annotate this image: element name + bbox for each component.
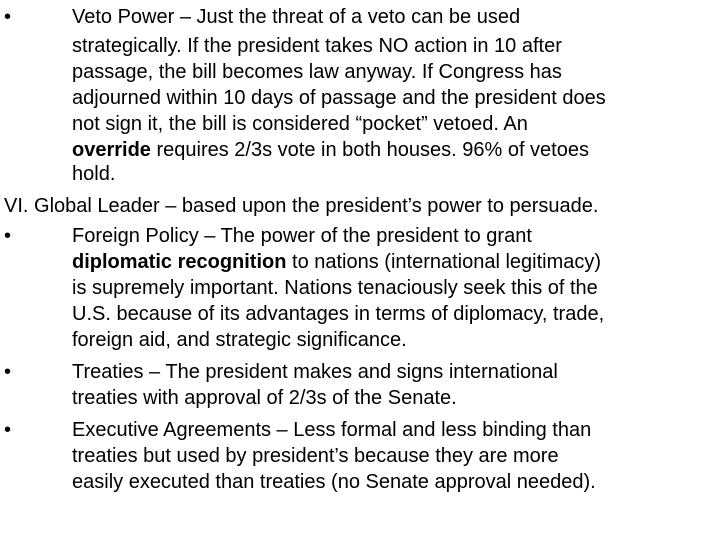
bullet-foreign-policy: • <box>4 225 12 247</box>
veto-line-6-rest: requires 2/3s vote in both houses. 96% of vetoes <box>150 139 589 161</box>
bullet-treaties: • <box>4 361 12 383</box>
foreign-line-5: foreign aid, and strategic significance. <box>72 329 407 351</box>
diplomatic-recognition-term: diplomatic recognition <box>72 251 287 273</box>
treaties-line-2: treaties with approval of 2/3s of the Senate. <box>72 387 457 409</box>
override-term: override <box>72 139 151 161</box>
veto-line-6 <box>72 137 589 163</box>
foreign-line-3: is supremely important. Nations tenaciously seek this of the <box>72 277 598 299</box>
exec-line-1: Executive Agreements – Less formal and less binding than <box>72 419 592 441</box>
foreign-line-2-rest: to nations (international legitimacy) <box>286 251 602 273</box>
foreign-line-4: U.S. because of its advantages in terms of diplomacy, trade, <box>72 303 605 325</box>
veto-line-2: strategically. If the president takes NO action in 10 after <box>72 35 562 57</box>
bullet-veto: • <box>4 6 12 28</box>
exec-line-2: treaties but used by president’s because they are more <box>72 445 559 467</box>
section-heading: VI. Global Leader – based upon the president’s power to persuade. <box>4 195 599 217</box>
veto-line-1: Veto Power – Just the threat of a veto can be used <box>72 6 521 28</box>
foreign-line-1: Foreign Policy – The power of the president to grant <box>72 225 532 247</box>
veto-line-4: adjourned within 10 days of passage and the president does <box>72 87 606 109</box>
exec-line-3: easily executed than treaties (no Senate approval needed). <box>72 471 596 493</box>
treaties-line-1: Treaties – The president makes and signs international <box>72 361 558 383</box>
veto-line-3: passage, the bill becomes law anyway. If Congress has <box>72 61 562 83</box>
bullet-executive-agreements: • <box>4 419 12 441</box>
veto-line-7: hold. <box>72 163 116 185</box>
foreign-line-2 <box>72 249 601 275</box>
veto-line-5: not sign it, the bill is considered “pocket” vetoed. An <box>72 113 528 135</box>
